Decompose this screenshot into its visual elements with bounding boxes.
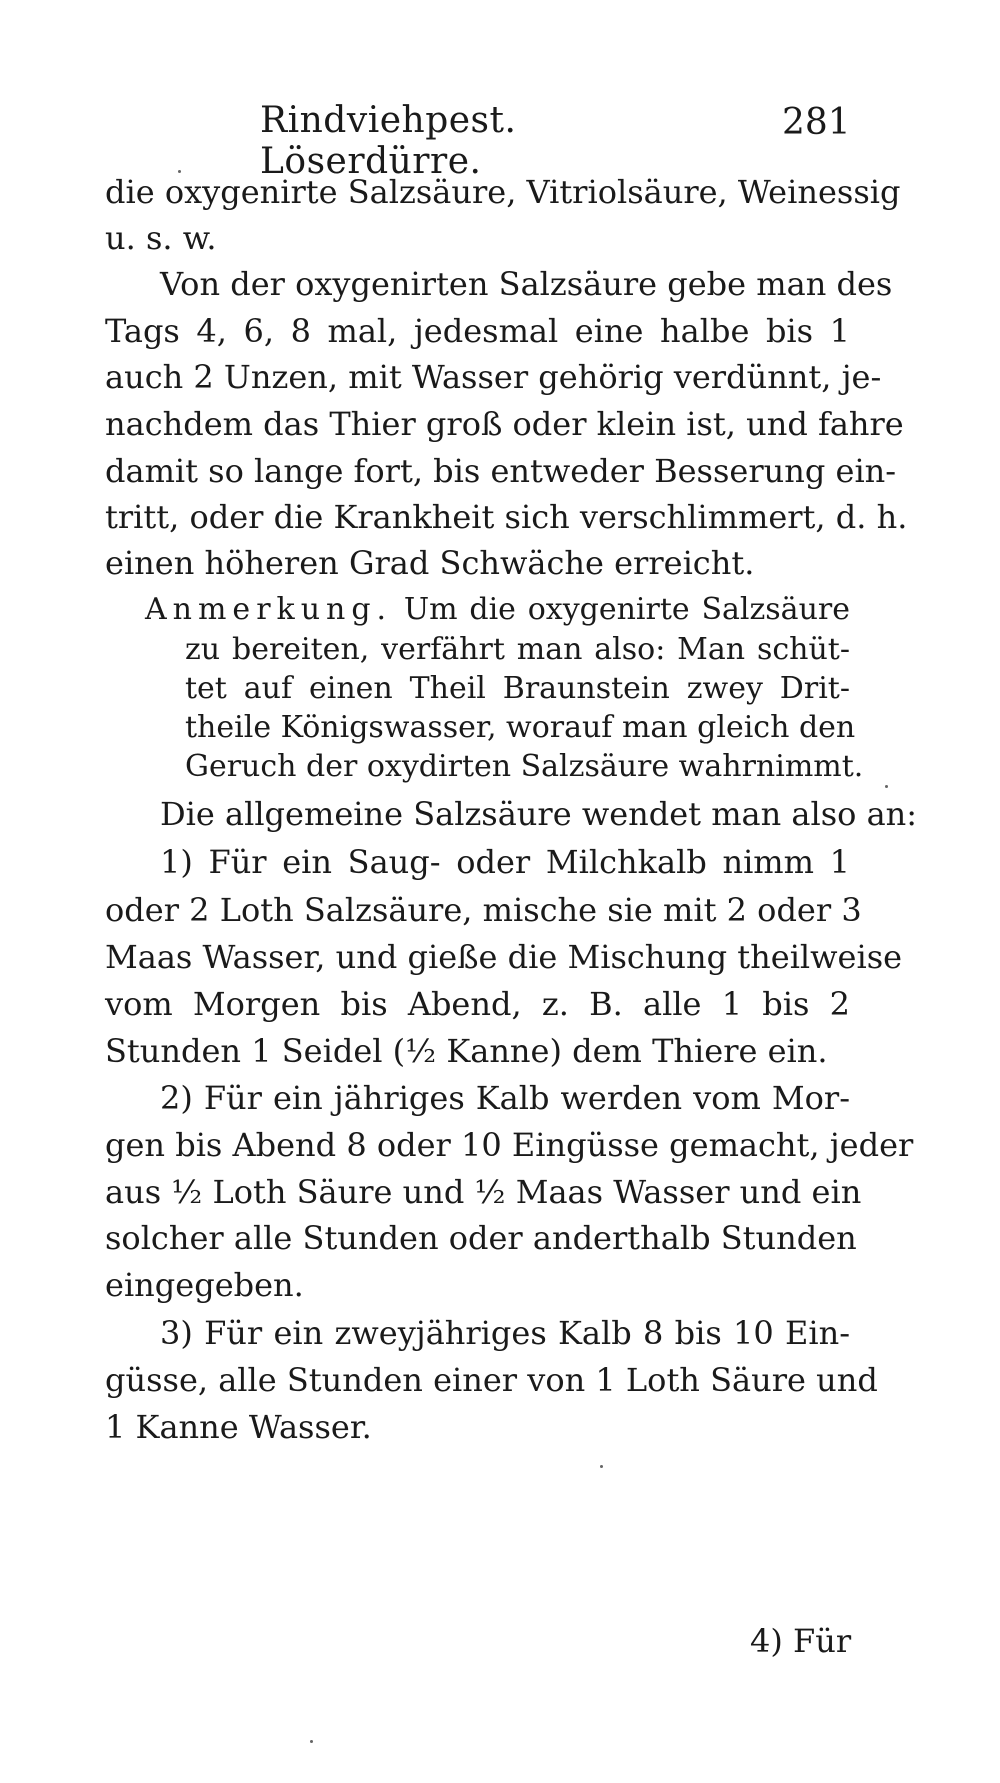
page-number: 281	[782, 102, 851, 143]
print-speck	[885, 785, 888, 788]
text-line: Maas Wasser, und gieße die Mischung theilweise	[105, 938, 903, 976]
note-label: Anmerkung.	[145, 592, 393, 627]
note-line: theile Königswasser, worauf man gleich den	[185, 710, 856, 745]
text-line: 1 Kanne Wasser.	[105, 1408, 372, 1446]
text-line: oder 2 Loth Salzsäure, mische sie mit 2 oder 3	[105, 891, 862, 929]
print-speck	[178, 170, 181, 173]
text-line: auch 2 Unzen, mit Wasser gehörig verdünnt, je-	[105, 358, 882, 396]
text-line: nachdem das Thier groß oder klein ist, und fahre	[105, 405, 904, 443]
text-line: vom Morgen bis Abend, z. B. alle 1 bis 2	[105, 985, 850, 1023]
text-line: Die allgemeine Salzsäure wendet man also an:	[160, 795, 918, 833]
text-line: 1) Für ein Saug- oder Milchkalb nimm 1	[160, 843, 850, 881]
running-title: Rindviehpest. Löserdürre.	[260, 100, 517, 182]
text-line: u. s. w.	[105, 219, 217, 257]
text-line: gen bis Abend 8 oder 10 Eingüsse gemacht, jeder	[105, 1126, 914, 1164]
catchword: 4) Für	[750, 1622, 852, 1660]
text-line: die oxygenirte Salzsäure, Vitriolsäure, Weinessig	[105, 173, 901, 211]
text-line: damit so lange fort, bis entweder Besserung ein-	[105, 452, 897, 490]
print-speck	[600, 1465, 603, 1468]
print-speck	[310, 1740, 313, 1743]
text-line: tritt, oder die Krankheit sich verschlimmert, d. h.	[105, 498, 908, 536]
text-line: 2) Für ein jähriges Kalb werden vom Mor-	[160, 1079, 850, 1117]
text-line: eingegeben.	[105, 1266, 304, 1304]
note-line: tet auf einen Theil Braunstein zwey Drit-	[185, 671, 850, 706]
text-line: Von der oxygenirten Salzsäure gebe man des	[160, 265, 893, 303]
text-line: solcher alle Stunden oder anderthalb Stunden	[105, 1219, 857, 1257]
text-line: aus ½ Loth Säure und ½ Maas Wasser und ein	[105, 1173, 862, 1211]
note-first-line	[145, 590, 850, 630]
text-line: güsse, alle Stunden einer von 1 Loth Säure und	[105, 1361, 878, 1399]
text-line: einen höheren Grad Schwäche erreicht.	[105, 544, 755, 582]
text-line: Tags 4, 6, 8 mal, jedesmal eine halbe bis 1	[105, 312, 850, 350]
text-line: Stunden 1 Seidel (½ Kanne) dem Thiere ein.	[105, 1032, 828, 1070]
text-line: 3) Für ein zweyjähriges Kalb 8 bis 10 Ein-	[160, 1314, 850, 1352]
note-line: zu bereiten, verfährt man also: Man schüt-	[185, 632, 850, 667]
note-line: Geruch der oxydirten Salzsäure wahrnimmt.	[185, 749, 864, 784]
note-text: Um die oxygenirte Salzsäure	[403, 592, 850, 627]
